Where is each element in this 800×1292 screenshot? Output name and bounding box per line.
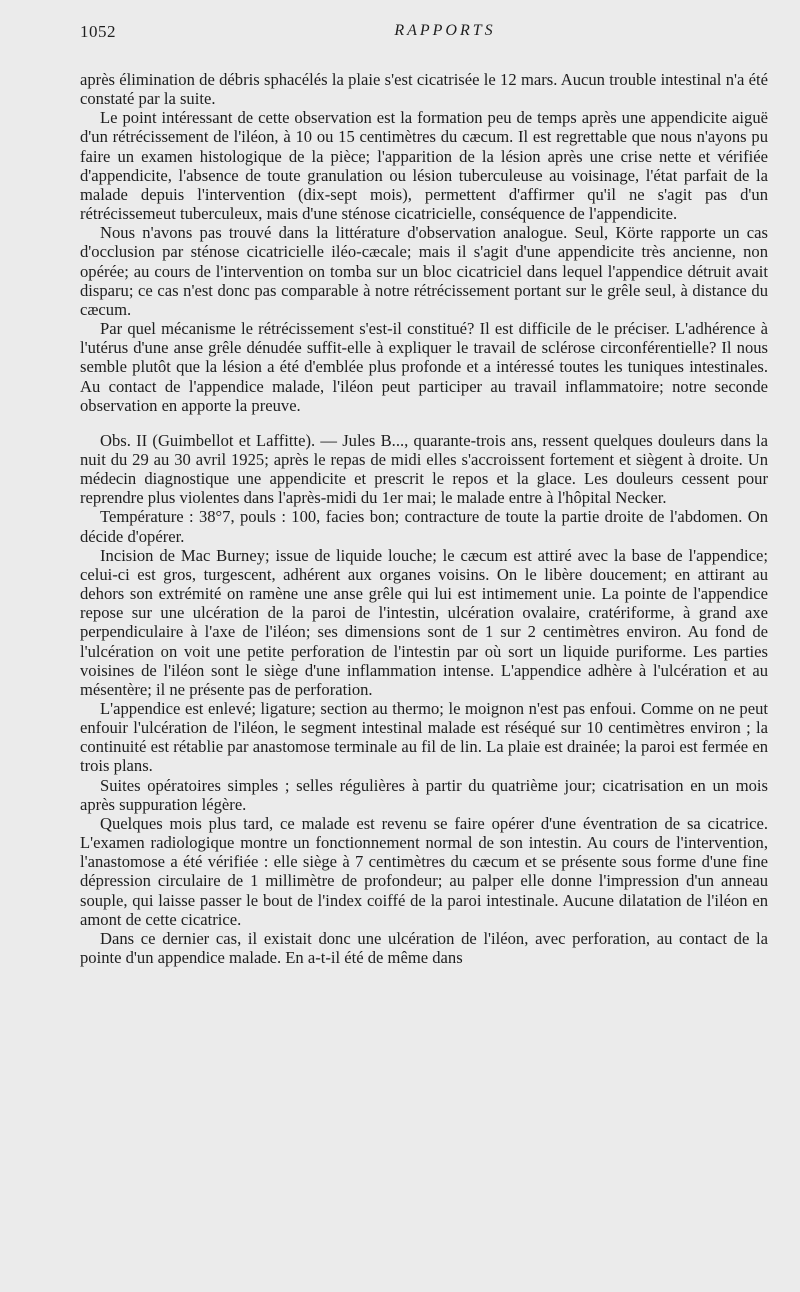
running-title: RAPPORTS [394,22,496,39]
paragraph: Par quel mécanisme le rétrécissement s'est-il constitué? Il est difficile de le préciser. L'adhérence à l'utérus d'une anse grêle dénudée suffit-elle à expliquer le travail de sclérose circonférentielle? Il nous semble plutôt que la lésion a été d'emblée plus profonde et a intéressé toutes les tuniques intestinales. Au contact de l'appendice malade, l'iléon peut participer au travail inflammatoire; notre seconde observation en apporte la preuve. [80,319,768,415]
paragraph: Quelques mois plus tard, ce malade est revenu se faire opérer d'une éventration de sa cicatrice. L'examen radiologique montre un fonctionnement normal de son intestin. Au cours de l'intervention, l'anastomose a été vérifiée : elle siège à 7 centimètres du cæcum et se présente sous forme d'une fine dépression circulaire de 1 millimètre de profondeur; au palper elle donne l'impression d'un anneau souple, qui laisse passer le bout de l'index coiffé de la paroi intestinale. Aucune dilatation de l'iléon en amont de cette cicatrice. [80,813,768,929]
paragraph: Incision de Mac Burney; issue de liquide louche; le cæcum est attiré avec la base de l'appendice; celui-ci est gros, turgescent, adhérent aux organes voisins. On le libère doucement; en attirant au dehors son extrémité on ramène une anse grêle qui lui est intimement unie. La pointe de l'appendice repose sur une ulcération de la paroi de l'intestin, ulcération ovalaire, cratériforme, à grand axe perpendiculaire à l'axe de l'iléon; ses dimensions sont de 1 sur 2 centimètres environ. Au fond de l'ulcération on voit une petite perforation de l'intestin par où sort un liquide puriforme. Les parties voisines de l'iléon sont le siège d'une inflammation intense. L'appendice adhère à l'ulcération et au mésentère; il ne présente pas de perforation. [80,545,768,699]
paragraph: L'appendice est enlevé; ligature; section au thermo; le moignon n'est pas enfoui. Comme on ne peut enfouir l'ulcération de l'iléon, le segment intestinal malade est réséqué sur 10 centimètres environ ; la continuité est rétablie par anastomose terminale au fil de lin. La plaie est drainée; la paroi est fermée en trois plans. [80,699,768,776]
paragraph: Température : 38°7, pouls : 100, facies bon; contracture de toute la partie droite de l'abdomen. On décide d'opérer. [80,507,768,546]
paragraph: Nous n'avons pas trouvé dans la littérature d'observation analogue. Seul, Körte rapporte un cas d'occlusion par sténose cicatricielle iléo-cæcale; mais il s'agit d'une appendicite très ancienne, non opérée; au cours de l'intervention on tomba sur un bloc cicatriciel dans lequel l'appendice détruit avait disparu; ce cas n'est donc pas comparable à notre rétrécissement portant sur le grêle seul, à distance du cæcum. [80,223,768,319]
body-text [80,70,768,967]
paragraph: Dans ce dernier cas, il existait donc une ulcération de l'iléon, avec perforation, au contact de la pointe d'un appendice malade. En a-t-il été de même dans [80,928,768,968]
page-number: 1052 [80,22,116,41]
paragraph: après élimination de débris sphacélés la plaie s'est cicatrisée le 12 mars. Aucun trouble intestinal n'a été constaté par la suite. [80,70,768,109]
observation-paragraph: Obs. II (Guimbellot et Laffitte). — Jules B..., quarante-trois ans, ressent quelques douleurs dans la nuit du 29 au 30 avril 1925; après le repas de midi elles s'accroissent fortement et siègent à droite. Un médecin diagnostique une appendicite et prescrit le repos et la glace. Les douleurs cessent pour reprendre plus violentes dans l'après-midi du 1er mai; le malade entre à l'hôpital Necker. [80,430,768,508]
paragraph: Le point intéressant de cette observation est la formation peu de temps après une appendicite aiguë d'un rétrécissement de l'iléon, à 10 ou 15 centimètres du cæcum. Il est regrettable que nous n'ayons pu faire un examen histologique de la pièce; l'apparition de la lésion après une crise nette et vérifiée d'appendicite, l'absence de toute granulation ou lésion tuberculeuse au voisinage, l'état parfait de la malade depuis l'intervention (dix-sept mois), permettent d'affirmer qu'il ne s'agit pas d'un rétrécissemeut tuberculeux, mais d'une sténose cicatricielle, conséquence de l'appendicite. [80,108,768,224]
paragraph: Suites opératoires simples ; selles régulières à partir du quatrième jour; cicatrisation en un mois après suppuration légère. [80,775,768,814]
page-header [80,22,770,48]
